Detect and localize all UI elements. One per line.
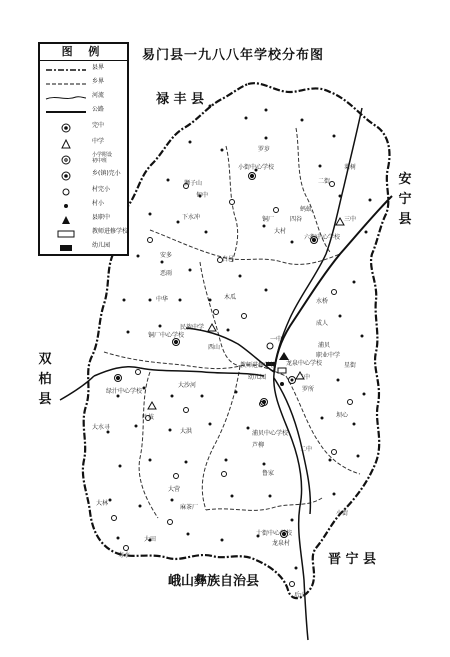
legend-item: 村小 — [40, 200, 127, 212]
complete-middle-school-icon — [44, 122, 88, 134]
middle-school-icon — [44, 138, 88, 150]
township-border — [202, 366, 240, 510]
village-primary-dots — [107, 105, 372, 570]
place-label: 幼儿园 — [248, 374, 267, 381]
place-label: 蚂蚁 — [300, 206, 313, 213]
place-label: 木瓜 — [224, 294, 237, 301]
place-label: 狮子山 — [184, 180, 203, 187]
place-label: 罗所 — [302, 386, 315, 393]
place-label: 寿水 — [118, 552, 131, 559]
kindergarten-icon — [44, 242, 88, 254]
legend-item: 河流 — [40, 92, 127, 104]
place-label: 绿汁中心学校 — [106, 388, 143, 395]
place-label: 安多 — [160, 252, 173, 259]
neighbor-west: 双 柏 县 — [38, 352, 52, 407]
highway-icon — [44, 106, 88, 118]
legend-item: 幼儿园 — [40, 242, 127, 254]
legend-item: 县职中 — [40, 214, 127, 226]
county-border-icon — [44, 64, 88, 76]
village-complete-primary-icon — [44, 186, 88, 198]
neighbor-north: 禄 丰 县 — [156, 92, 205, 107]
legend-item: 县界 — [40, 64, 127, 76]
place-label: 二中 — [300, 446, 313, 453]
place-label: 白邑 — [222, 256, 235, 263]
place-label: 坝心 — [336, 412, 349, 419]
place-label: 芦柳 — [252, 442, 265, 449]
place-label: 大村 — [274, 228, 287, 235]
place-label: 大营 — [168, 486, 181, 493]
place-label: 浦贝 — [318, 342, 331, 349]
primary-with-junior-class-icon — [44, 154, 88, 166]
place-label: 星街 — [344, 362, 357, 369]
place-label: 大洪 — [180, 428, 193, 435]
place-label: 下水冲 — [182, 214, 201, 221]
place-label: 恶雨 — [160, 270, 173, 277]
township-border — [286, 376, 360, 474]
map-legend — [38, 42, 129, 256]
place-label: 职业中学 — [316, 352, 341, 359]
township-border — [206, 498, 322, 510]
legend-item: 村完小 — [40, 186, 127, 198]
place-label: 教师进修学校 — [240, 362, 277, 369]
township-primary-icon — [44, 170, 88, 182]
teacher-training-icon — [44, 228, 88, 240]
township-primary-marks — [115, 173, 318, 538]
place-label: 小街中心学校 — [238, 164, 275, 171]
place-label: 龙泉村 — [272, 540, 291, 547]
place-label: 麻茶厂 — [180, 504, 199, 511]
county-vocational-icon — [44, 214, 88, 226]
place-label: 三中 — [344, 216, 357, 223]
legend-item: 乡界 — [40, 78, 127, 90]
place-label: 鲁家 — [262, 470, 275, 477]
place-label: 十街中心学校 — [256, 530, 293, 537]
place-label: 成人 — [316, 320, 329, 327]
place-label: 小街 — [336, 510, 349, 517]
place-label: 龙泉中心学校 — [286, 360, 323, 367]
legend-item: 小学附设 初中班 — [40, 154, 127, 166]
place-label: 四谷 — [290, 216, 303, 223]
place-label: 后山 — [294, 592, 307, 599]
place-label: 大沙河 — [178, 382, 197, 389]
place-label: 大林 — [96, 500, 109, 507]
neighbor-southeast: 晋 宁 县 — [328, 552, 377, 567]
legend-item: 中学 — [40, 138, 127, 150]
place-label: 铜厂 — [262, 216, 275, 223]
neighbor-east: 安 宁 县 — [398, 172, 412, 227]
place-label: 二中 — [298, 374, 311, 381]
river-icon — [44, 92, 88, 104]
place-label: 二街 — [318, 178, 331, 185]
place-label: 莱树 — [344, 164, 357, 171]
place-label: 大水寻 — [92, 424, 111, 431]
legend-item: 乡(镇)完小 — [40, 170, 127, 182]
place-label: 民族中学 — [180, 324, 205, 331]
township-border-icon — [44, 78, 88, 90]
legend-item: 公路 — [40, 106, 127, 118]
place-label: 甸中 — [196, 192, 209, 199]
legend-heading: 图 例 — [40, 44, 127, 61]
place-label: 水桥 — [316, 298, 329, 305]
village-primary-icon — [44, 200, 88, 212]
place-label: 叶枝 — [142, 414, 155, 421]
place-label: 罗岁 — [258, 146, 271, 153]
map-title: 易门县一九八八年学校分布图 — [142, 48, 325, 63]
legend-item: 教师进修学校 — [40, 228, 127, 240]
place-label: 铜厂中心学校 — [148, 332, 185, 339]
legend-item: 完中 — [40, 122, 127, 134]
neighbor-south: 峨山彝族自治县 — [168, 574, 260, 589]
place-label: 一中 — [270, 336, 283, 343]
place-label: 六街中心学校 — [304, 234, 341, 241]
place-label: 浦贝中心学校 — [252, 430, 289, 437]
place-label: 西山 — [208, 344, 221, 351]
place-label: 中华 — [156, 296, 169, 303]
place-label: 大田 — [144, 536, 157, 543]
